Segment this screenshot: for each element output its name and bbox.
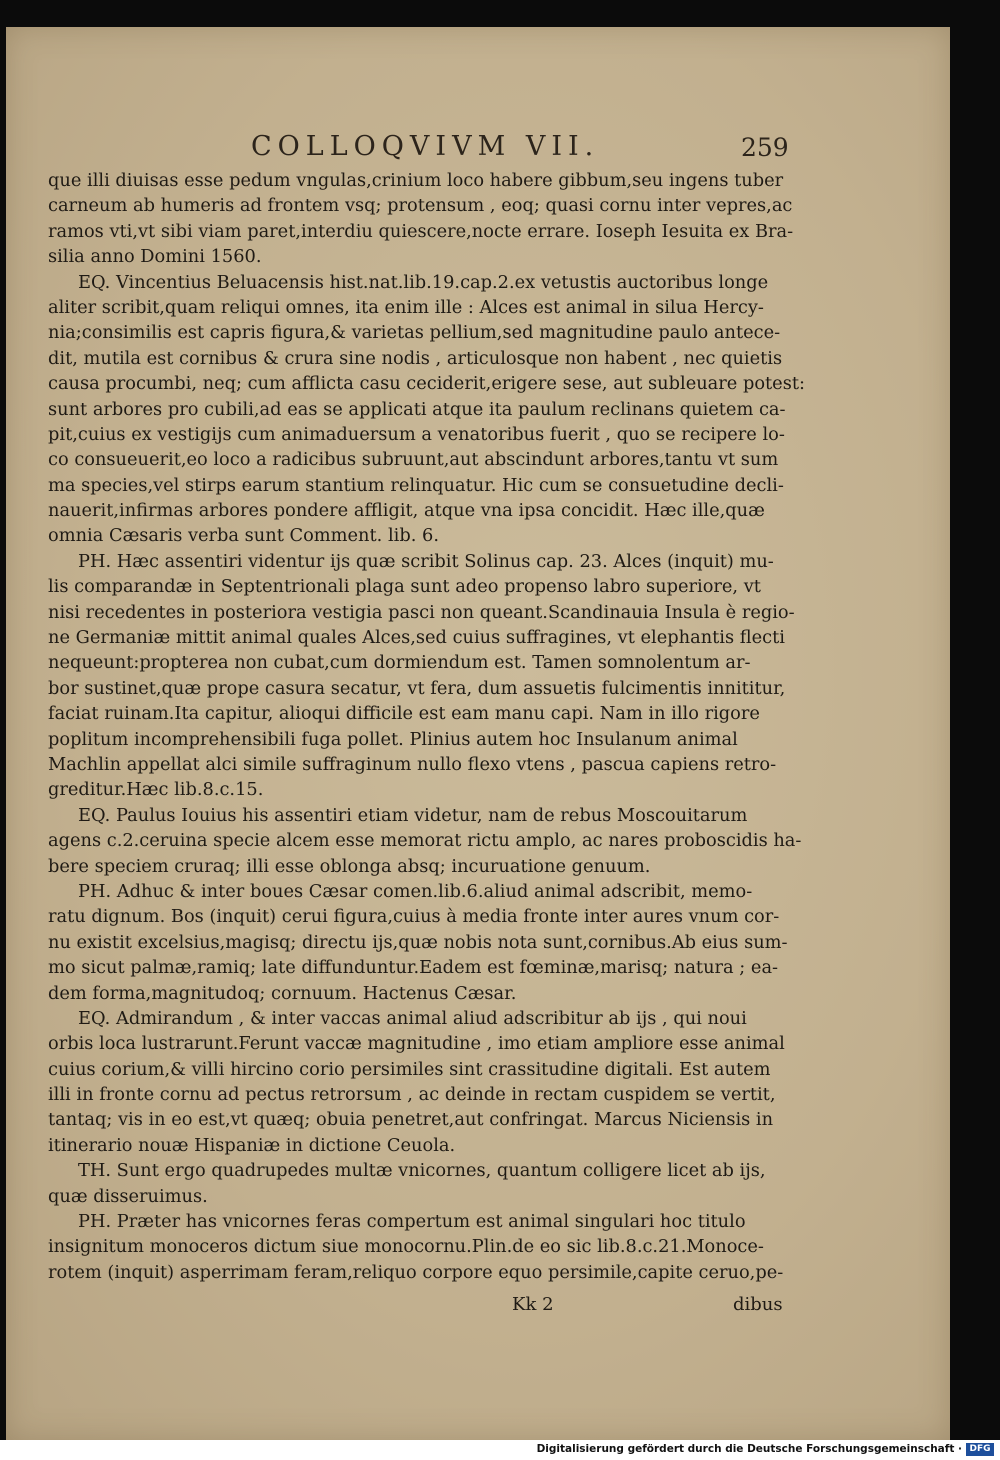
text-line: ne Germaniæ mittit animal quales Alces,sed cuius suffragines, vt elephantis flecti (48, 627, 785, 649)
text-line: agens c.2.ceruina specie alcem esse memorat rictu amplo, ac nares proboscidis ha- (48, 830, 802, 852)
text-line: causa procumbi, neq; cum afflicta casu ceciderit,erigere sese, aut subleuare potest: (48, 373, 805, 395)
text-line: Machlin appellat alci simile suffraginum nullo flexo vtens , pascua capiens retro- (48, 753, 777, 775)
text-line: nisi recedentes in posteriora vestigia pasci non queant.Scandinauia Insula è regio- (48, 601, 795, 623)
page-number: 259 (741, 133, 789, 162)
text-line: TH. Sunt ergo quadrupedes multæ vnicornes, quantum colligere licet ab ijs, (78, 1160, 766, 1182)
text-line: poplitum incomprehensibili fuga pollet. Plinius autem hoc Insulanum animal (48, 728, 738, 750)
text-line: nu existit excelsius,magisq; directu ijs,quæ nobis nota sunt,cornibus.Ab eius sum- (48, 931, 788, 953)
text-line: cuius corium,& villi hircino corio persimiles sint crassitudine digitali. Est autem (48, 1058, 771, 1080)
body-text (48, 168, 808, 1285)
text-line: nauerit,infirmas arbores pondere affligit, atque vna ipsa concidit. Hæc ille,quæ (48, 500, 765, 522)
catchword: dibus (733, 1294, 783, 1315)
text-line: dem forma,magnitudoq; cornuum. Hactenus Cæsar. (48, 982, 517, 1004)
text-line: bere speciem cruraq; illi esse oblonga absq; incuruatione genuum. (48, 855, 651, 877)
funding-credit: Digitalisierung gefördert durch die Deutsche Forschungsgemeinschaft · (536, 1443, 962, 1455)
text-line: tantaq; vis in eo est,vt quæq; obuia penetret,aut confringat. Marcus Niciensis in (48, 1109, 774, 1131)
text-line: silia anno Domini 1560. (48, 246, 262, 268)
text-line: EQ. Vincentius Beluacensis hist.nat.lib.19.cap.2.ex vetustis auctoribus longe (78, 271, 769, 293)
text-line: insignitum monoceros dictum siue monocornu.Plin.de eo sic lib.8.c.21.Monoce- (48, 1236, 764, 1258)
page-foot (6, 1294, 950, 1322)
text-line: dit, mutila est cornibus & crura sine nodis , articulosque non habent , nec quietis (48, 347, 783, 369)
text-line: aliter scribit,quam reliqui omnes, ita enim ille : Alces est animal in silua Hercy- (48, 296, 764, 318)
text-line: ma species,vel stirps earum stantium relinquatur. Hic cum se consuetudine decli- (48, 474, 784, 496)
text-line: ramos vti,vt sibi viam paret,interdiu quiescere,nocte errare. Ioseph Iesuita ex Bra- (48, 220, 794, 242)
text-line: illi in fronte cornu ad pectus retrorsum , ac deinde in rectam cuspidem se vertit, (48, 1084, 776, 1106)
dfg-logo: DFG (966, 1443, 994, 1456)
text-line: nequeunt:propterea non cubat,cum dormiendum est. Tamen somnolentum ar- (48, 652, 751, 674)
text-line: EQ. Admirandum , & inter vaccas animal aliud adscribitur ab ijs , qui noui (78, 1007, 747, 1029)
text-line: PH. Hæc assentiri videntur ijs quæ scribit Solinus cap. 23. Alces (inquit) mu- (78, 550, 774, 572)
digitization-footer (0, 1440, 1000, 1460)
text-line: orbis loca lustrarunt.Ferunt vaccæ magnitudine , imo etiam ampliore esse animal (48, 1033, 785, 1055)
text-line: bor sustinet,quæ prope casura secatur, vt fera, dum assuetis fulcimentis innititur, (48, 677, 786, 699)
text-line: lis comparandæ in Septentrionali plaga sunt adeo propenso labro superiore, vt (48, 576, 761, 598)
running-head (6, 131, 950, 163)
text-line: PH. Adhuc & inter boues Cæsar comen.lib.6.aliud animal adscribit, memo- (78, 880, 753, 902)
text-line: itinerario nouæ Hispaniæ in dictione Ceuola. (48, 1134, 456, 1156)
text-line: PH. Præter has vnicornes feras compertum est animal singulari hoc titulo (78, 1211, 746, 1233)
text-line: sunt arbores pro cubili,ad eas se applicati atque ita paulum reclinans quietem ca- (48, 398, 786, 420)
text-line: nia;consimilis est capris figura,& varietas pellium,sed magnitudine paulo antece- (48, 322, 781, 344)
text-line: EQ. Paulus Iouius his assentiri etiam videtur, nam de rebus Moscouitarum (78, 804, 748, 826)
text-line: mo sicut palmæ,ramiq; late diffunduntur.Eadem est fœminæ,marisq; natura ; ea- (48, 957, 779, 979)
text-line: co consueuerit,eo loco a radicibus subruunt,aut abscindunt arbores,tantu vt sum (48, 449, 779, 471)
signature-mark: Kk 2 (512, 1294, 554, 1315)
text-line: quæ disseruimus. (48, 1185, 208, 1207)
book-page (6, 27, 950, 1440)
text-line: greditur.Hæc lib.8.c.15. (48, 779, 264, 801)
text-line: rotem (inquit) asperrimam feram,reliquo corpore equo persimile,capite ceruo,pe- (48, 1261, 784, 1283)
text-line: carneum ab humeris ad frontem vsq; protensum , eoq; quasi cornu inter vepres,ac (48, 195, 793, 217)
text-line: faciat ruinam.Ita capitur, alioqui difficile est eam manu capi. Nam in illo rigore (48, 703, 760, 725)
running-title: COLLOQVIVM VII. (251, 131, 600, 162)
text-line: que illi diuisas esse pedum vngulas,crinium loco habere gibbum,seu ingens tuber (48, 170, 784, 191)
text-line: ratu dignum. Bos (inquit) cerui figura,cuius à media fronte inter aures vnum cor- (48, 906, 780, 928)
text-line: pit,cuius ex vestigijs cum animaduersum a venatoribus fuerit , quo se recipere lo- (48, 423, 785, 445)
text-line: omnia Cæsaris verba sunt Comment. lib. 6. (48, 525, 439, 547)
